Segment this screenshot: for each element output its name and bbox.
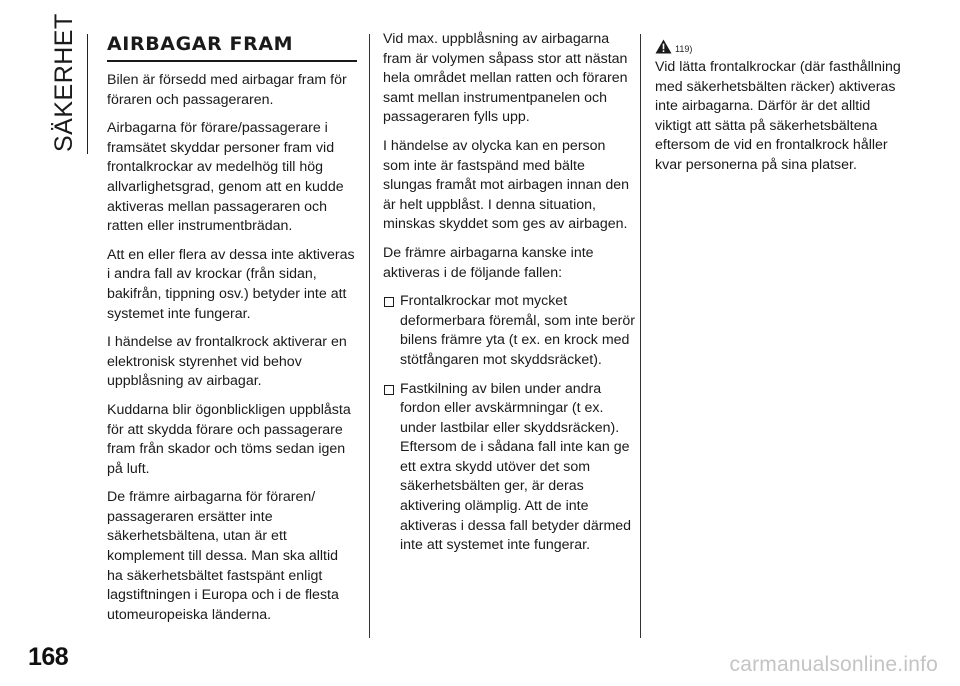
section-divider	[87, 34, 88, 154]
bullet-item	[383, 292, 635, 370]
paragraph: Airbagarna för förare/passagerare i framsätet skyddar personer fram vid frontalkrockar av medelhög till hög allvarlighetsgrad, genom att en kudde aktiveras mellan passageraren och ratten eller instrumentbrädan.	[107, 120, 344, 235]
heading-rule	[107, 60, 357, 62]
column-divider-1	[369, 34, 370, 638]
column-2	[383, 30, 635, 565]
section-label: SÄKERHET	[50, 13, 78, 152]
paragraph: Kuddarna blir ögonblickligen uppblåsta för att skydda förare och passagerare fram från skador och töms sedan igen på luft.	[107, 401, 351, 477]
bullet-text: Fastkilning av bilen under andra fordon eller avskärmningar (t ex. under lastbilar eller skyddsräcken). Eftersom de i sådana fall inte kan ge ett extra skydd utöver det som säkerhetsbälten ger, är deras aktivering olämplig. Att de inte aktiveras i dessa fall betyder därmed inte att systemet inte fungerar.	[400, 380, 632, 554]
paragraph: Vid max. uppblåsning av airbagarna fram är volymen såpass stor att nästan hela området mellan ratten och föraren samt mellan instrumentpanelen och passageraren fylls upp.	[383, 31, 628, 126]
paragraph: Vid lätta frontalkrockar (där fasthållning med säkerhetsbälten räcker) aktiveras inte airbagarna. Därför är det alltid viktigt att sätta på säkerhetsbältena eftersom de vid en frontalkrock håller kvar personerna på sina platser.	[655, 59, 901, 173]
warning-reference	[655, 38, 905, 54]
checkbox-bullet-icon	[384, 297, 394, 307]
watermark: carmanualsonline.info	[729, 653, 938, 676]
paragraph: Att en eller flera av dessa inte aktiveras i andra fall av krockar (från sidan, bakifrån, tippning osv.) betyder inte att systemet inte fungerar.	[107, 246, 355, 322]
paragraph: I händelse av frontalkrock aktiverar en elektronisk styrenhet vid behov uppblåsning av airbagar.	[107, 334, 347, 390]
checkbox-bullet-icon	[384, 385, 394, 395]
page-number: 168	[28, 643, 69, 671]
paragraph: Bilen är försedd med airbagar fram för föraren och passageraren.	[107, 72, 347, 108]
paragraph: De främre airbagarna för föraren/ passageraren ersätter inte säkerhetsbältena, utan är ett komplement till dessa. Man ska alltid ha säkerhetsbältet fastspänt enligt lagstiftningen i Europa och i de flesta utomeuropeiska länderna.	[107, 489, 339, 623]
warning-ref-number: 119)	[675, 44, 693, 54]
bullet-item	[383, 380, 635, 556]
warning-triangle-icon	[655, 39, 672, 54]
column-1	[107, 30, 357, 634]
column-divider-2	[640, 34, 641, 638]
paragraph: I händelse av olycka kan en person som inte är fastspänd med bälte slungas framåt mot airbagen innan den är helt uppblåst. I denna situation, minskas skyddet som ges av airbagen.	[383, 137, 630, 233]
column-3	[655, 30, 905, 185]
paragraph: De främre airbagarna kanske inte aktiveras i de följande fallen:	[383, 244, 594, 281]
bullet-text: Frontalkrockar mot mycket deformerbara föremål, som inte berör bilens främre yta (t ex. en krock med stötfångaren mot skyddsräcket).	[400, 293, 635, 368]
section-heading: AIRBAGAR FRAM	[107, 33, 294, 55]
